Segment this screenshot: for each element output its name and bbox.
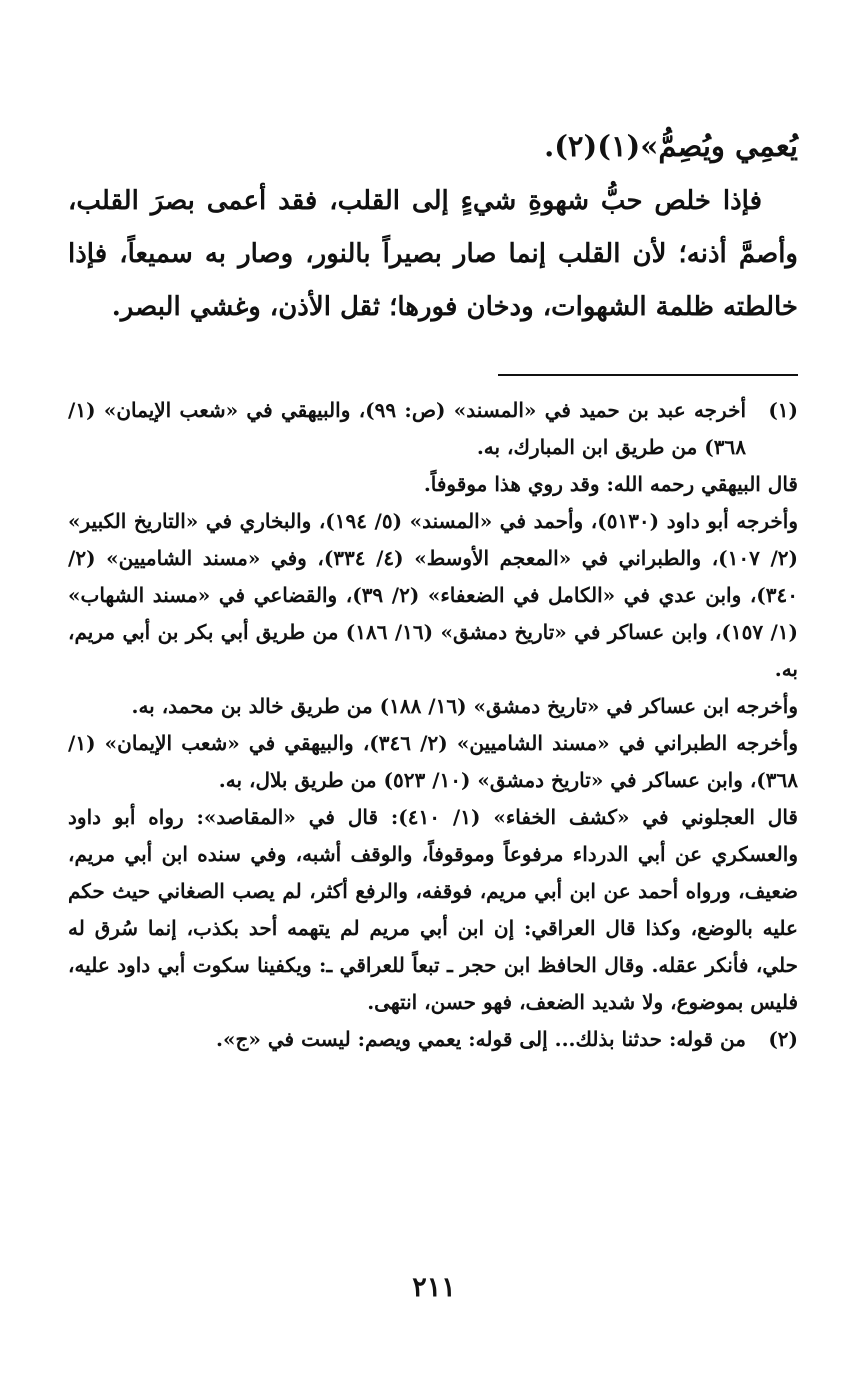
main-paragraph: فإذا خلص حبُّ شهوةِ شيءٍ إلى القلب، فقد أعمى بصرَ القلب، وأصمَّ أذنه؛ لأن القلب إنما صار بصيراً بالنور، وصار به سميعاً، فإذا خالطته ظلمة الشهوات، ودخان فورها؛ ثقل الأذن، وغشي البصر. (68, 186, 798, 322)
footnote-paragraph: قال البيهقي رحمه الله: وقد روي هذا موقوفاً. (423, 472, 798, 496)
opening-line: يُعمِي ويُصِمُّ»(١)(٢). (544, 129, 798, 163)
footnote-paragraph: وأخرجه أبو داود (٥١٣٠)، وأحمد في «المسند» (٥/ ١٩٤)، والبخاري في «التاريخ الكبير» (٢/ ١٠٧)، والطبراني في «المعجم الأوسط» (٤/ ٣٣٤)، وفي «مسند الشاميين» (٢/ ٣٤٠)، وابن عدي في «الكامل في الضعفاء» (٢/ ٣٩)، والقضاعي في «مسند الشهاب» (١/ ١٥٧)، وابن عساكر في «تاريخ دمشق» (١٦/ ١٨٦) من طريق أبي بكر بن أبي مريم، به. (68, 509, 798, 681)
footnote-1 (68, 392, 798, 1021)
footnote-paragraph: من قوله: حدثنا بذلك... إلى قوله: يعمي ويصم: ليست في «ج». (216, 1027, 746, 1051)
footnotes (68, 392, 798, 1058)
footnote-body (68, 392, 798, 1021)
main-text (68, 120, 798, 334)
footnote-number: (١) (768, 398, 798, 422)
footnote-body (68, 1021, 746, 1058)
footnote-paragraph: أخرجه عبد بن حميد في «المسند» (ص: ٩٩)، والبيهقي في «شعب الإيمان» (١/ ٣٦٨) من طريق ابن المبارك، به. (68, 398, 747, 459)
footnote-2 (68, 1021, 798, 1058)
footnote-number: (٢) (768, 1027, 798, 1051)
footnote-paragraph: وأخرجه ابن عساكر في «تاريخ دمشق» (١٦/ ١٨٨) من طريق خالد بن محمد، به. (131, 694, 798, 718)
footnote-paragraph: وأخرجه الطبراني في «مسند الشاميين» (٢/ ٣٤٦)، والبيهقي في «شعب الإيمان» (١/ ٣٦٨)، وابن عساكر في «تاريخ دمشق» (١٠/ ٥٢٣) من طريق بلال، به. (68, 731, 798, 792)
footnote-divider (498, 374, 798, 376)
page-number: ٢١١ (412, 1272, 456, 1303)
footnote-paragraph: قال العجلوني في «كشف الخفاء» (١/ ٤١٠): قال في «المقاصد»: رواه أبو داود والعسكري عن أبي الدرداء مرفوعاً وموقوفاً، والوقف أشبه، وفي سنده ابن أبي مريم، ضعيف، ورواه أحمد عن ابن أبي مريم، فوقفه، والرفع أكثر، لم يصب الصغاني حيث حكم عليه بالوضع، وكذا قال العراقي: إن ابن أبي مريم لم يتهمه أحد بكذب، إنما سُرق له حلي، فأنكر عقله. وقال الحافظ ابن حجر ـ تبعاً للعراقي ـ: ويكفينا سكوت أبي داود عليه، فليس بموضوع، ولا شديد الضعف، فهو حسن، انتهى. (68, 805, 798, 1014)
